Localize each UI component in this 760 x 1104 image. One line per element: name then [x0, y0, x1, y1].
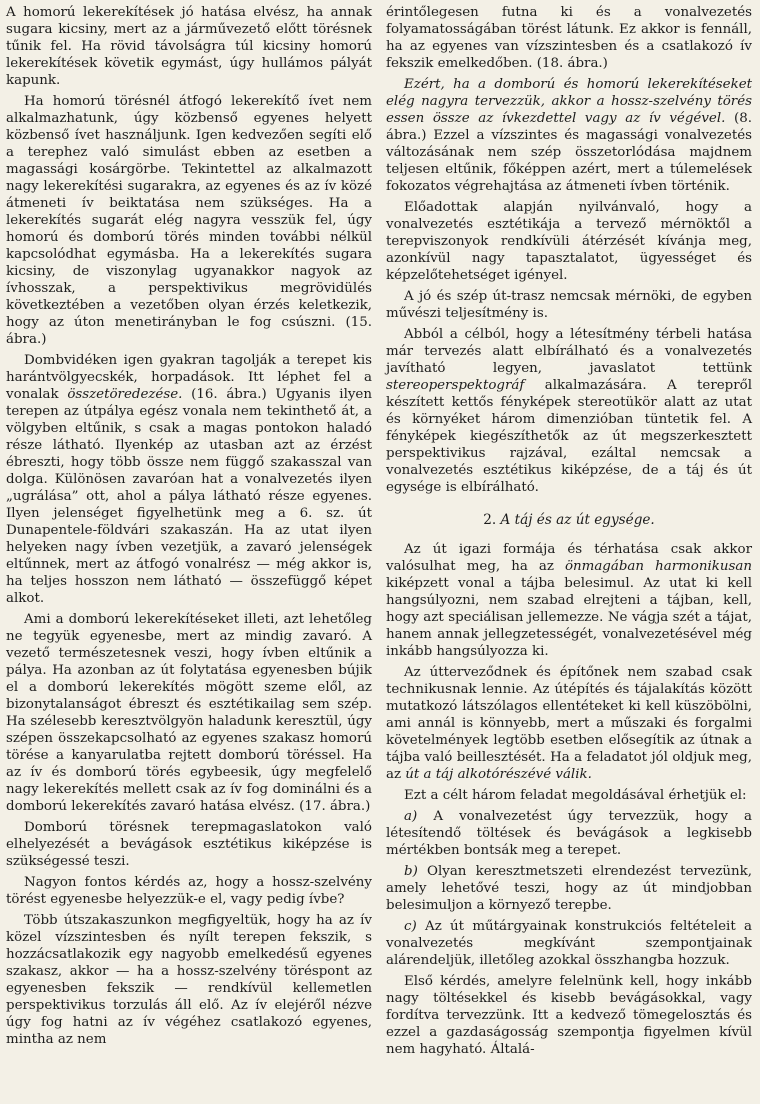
section-number: 2.: [483, 512, 501, 528]
right-column: [386, 4, 752, 1062]
text-run: Dombvidéken igen gyakran tagolják a terepet kis harántvölgyecskék, horpadások. Itt léphet fel a vonalak: [6, 353, 372, 402]
emphasized-term: út a táj alkotórészévé válik.: [405, 767, 592, 782]
left-column: [6, 4, 372, 1052]
paragraph: [6, 352, 372, 607]
list-item: [386, 918, 752, 969]
text-run: Az útterveződnek és építőnek nem szabad csak technikusnak lennie. Az útépítés és tájalakítás között mutatkozó látszólagos ellentéteket ki kell küszöbölni, ami annál is könnyebb, mert a műszaki és forgalmi követelmények legtöbb esetben elősegítik az útnak a tájba való beillesztését. Ha a feladatot jól oldjuk meg, az: [386, 665, 752, 782]
text-run: A vonalvezetést úgy tervezzük, hogy a létesítendő töltések és bevágások a legkisebb mértékben bontsák meg a terepet.: [386, 809, 752, 858]
paragraph: A jó és szép út-trasz nemcsak mérnöki, de egyben művészi teljesítmény is.: [386, 289, 752, 321]
text-run: Az út műtárgyainak konstrukciós feltételeit a vonalvezetés megkívánt szempontjainak alárendeljük, illetőleg azokkal összhangba hozzuk.: [386, 919, 752, 968]
text-run: Olyan keresztmetszeti elrendezést tervezünk, amely lehetővé teszi, hogy az út mindjobban belesimuljon a környező terepbe.: [386, 864, 752, 913]
list-label: b): [404, 864, 418, 879]
list-label: a): [404, 809, 418, 824]
section-heading: [386, 512, 752, 529]
list-label: c): [404, 919, 417, 934]
paragraph: Ami a domború lekerekítéseket illeti, azt lehetőleg ne tegyük egyenesbe, mert az mindig zavaró. A vezető természetesnek veszi, hogy ívben eltűnik a pálya. Ha azonban az út folytatása egyenesben bújik el a domború lekerekítés mögött szeme elől, az bizonytalanságot ébreszt és esztétikailag sem szép. Ha szélesebb keresztvölgyön haladunk keresztül, úgy szépen összekapcsolható az egyenes szakasz homorú törése a kanyarulatba rejtett domború töréssel. Ha az ív és domború törés egybeesik, úgy megfelelő nagy lekerekítés mellett csak az ív fog dominálni és a domború lekerekítés zavaró hatása elvész. (17. ábra.): [6, 612, 372, 814]
paragraph: [386, 76, 752, 195]
paragraph: érintőlegesen futna ki és a vonalvezetés folyamatosságában törést látunk. Ez akkor is fennáll, ha az egyenes van vízszintesben és a csatlakozó ív fekszik emelkedőben. (18. ábra.): [386, 5, 752, 71]
paragraph: Nagyon fontos kérdés az, hogy a hossz-szelvény törést egyenesbe helyezzük-e el, vagy pedig ívbe?: [6, 875, 372, 907]
paragraph: [386, 664, 752, 783]
paragraph: [386, 326, 752, 496]
text-run: alkalmazására. A terepről készített kettős fényképek stereotükör alatt az utat és környéket három dimenzióban tüntetik fel. A fényképek kiegészíthetők az út megszerkesztett perspektivikus rajzával, ezáltal nemcsak a vonalvezetés esztétikus kiképzése, de a táj és út egysége is elbírálható.: [386, 378, 752, 495]
paragraph: Ha homorú törésnél átfogó lekerekítő ívet nem alkalmazhatunk, úgy közbenső egyenes helyett közbenső ívet használjunk. Igen kedvezően segíti elő a terephez való simulást ebben az esetben a magassági kosárgörbe. Tekintettel az alkalmazott nagy lekerekítési sugarakra, az egyenes és az ív közé átmeneti ív beiktatása nem szükséges. Ha a lekerekítés sugarát elég nagyra vesszük fel, úgy homorú és domború törés minden további nélkül kapcsolódhat egymásba. Ha a lekerekítés sugara kicsiny, de viszonylag ugyanakkor nagyok az ívhosszak, a perspektivikus megrövidülés következtében a vezetőben olyan érzés keletkezik, hogy az úton menetirányban le fog csúszni. (15. ábra.): [6, 94, 372, 347]
paragraph: Ezt a célt három feladat megoldásával érhetjük el:: [404, 788, 747, 803]
paragraph: Több útszakaszunkon megfigyeltük, hogy ha az ív közel vízszintesben és nyílt terepen fekszik, s hozzácsatlakozik egy nagyobb emelkedésű egyenes szakasz, akkor — ha a hossz-szelvény töréspont az egyenesben fekszik — rendkívül kellemetlen perspektivikus torzulás áll elő. Az ív elejéről nézve úgy fog hatni az ív végéhez csatlakozó egyenes, mintha az nem: [6, 913, 372, 1047]
paragraph: A homorú lekerekítések jó hatása elvész, ha annak sugara kicsiny, mert az a járművezető előtt törésnek tűnik fel. Ha rövid távolságra túl kicsiny homorú lekerekítések követik egymást, úgy hullámos pályát kapunk.: [6, 5, 372, 88]
emphasized-sentence: Ezért, ha a domború és homorú lekerekítéseket elég nagyra tervezzük, akkor a hossz-szelvény törés essen össze az ívkezdettel vagy az ív végével.: [386, 77, 752, 126]
paragraph: Első kérdés, amelyre felelnünk kell, hogy inkább nagy töltésekkel és kisebb bevágásokkal, vagy fordítva tervezzünk. Itt a kedvező tömegelosztás és ezzel a gazdaságosság szempontja figyelmen kívül nem hagyható. Általá-: [386, 974, 752, 1057]
text-run: (8. ábra.) Ezzel a vízszintes és magassági vonalvezetés változásának nem szép összetorlódása majdnem teljesen eltűnik, főképpen azért, mert a túlemelések fokozatos végrehajtása az átmeneti ívben történik.: [386, 111, 752, 194]
emphasized-term: önmagában harmonikusan: [564, 559, 752, 574]
paragraph: [386, 541, 752, 660]
paragraph: Domború törésnek terepmagaslatokon való elhelyezését a bevágások esztétikus kiképzése is szükségessé teszi.: [6, 820, 372, 869]
text-run: kiképzett vonal a tájba belesimul. Az utat ki kell hangsúlyozni, nem szabad elrejteni a tájban, kell, hogy azt speciálisan jellemezze. Ne vágja szét a tájat, hanem annak jellegzetességét, vonalvezetésével még inkább hangsúlyozza ki.: [386, 576, 752, 659]
text-run: Abból a célból, hogy a létesítmény térbeli hatása már tervezés alatt elbírálható és a vonalvezetés javítható legyen, javaslatot tettünk: [386, 327, 752, 376]
paragraph: Előadottak alapján nyilvánvaló, hogy a vonalvezetés esztétikája a tervező mérnöktől a terepviszonyok rendkívüli átérzését kívánja meg, azonkívül nagy tapasztalatot, ügyességet és képzelőtehetséget igényel.: [386, 200, 752, 283]
emphasized-term: összetöredezése.: [67, 387, 183, 402]
list-item: [386, 863, 752, 914]
emphasized-term: stereoperspektográf: [386, 378, 525, 393]
section-title: A táj és az út egysége.: [500, 512, 655, 528]
list-item: [386, 808, 752, 859]
text-run: Az út igazi formája és térhatása csak akkor valósulhat meg, ha az: [386, 542, 752, 574]
text-run: (16. ábra.) Ugyanis ilyen terepen az útpálya egész vonala nem tekinthető át, a völgyben eltűnik, s csak a magas pontokon haladó része látható. Ilyenkép az utasban azt az érzést ébreszti, hogy több össze nem függő szakasszal van dolga. Különösen zavaróan hat a vonalvezetés ilyen „ugrálása” ott, ahol a pálya látható része egyenes. Ilyen jelenséget figyelhetünk meg a 6. sz. út Dunapentele-földvári szakaszán. Ha az utat ilyen helyeken nagy ívben vezetjük, a zavaró jelenségek eltűnnek, mert az átfogó vonalrész — még akkor is, ha teljes hosszon nem látható — összefüggő képet alkot.: [6, 387, 372, 606]
